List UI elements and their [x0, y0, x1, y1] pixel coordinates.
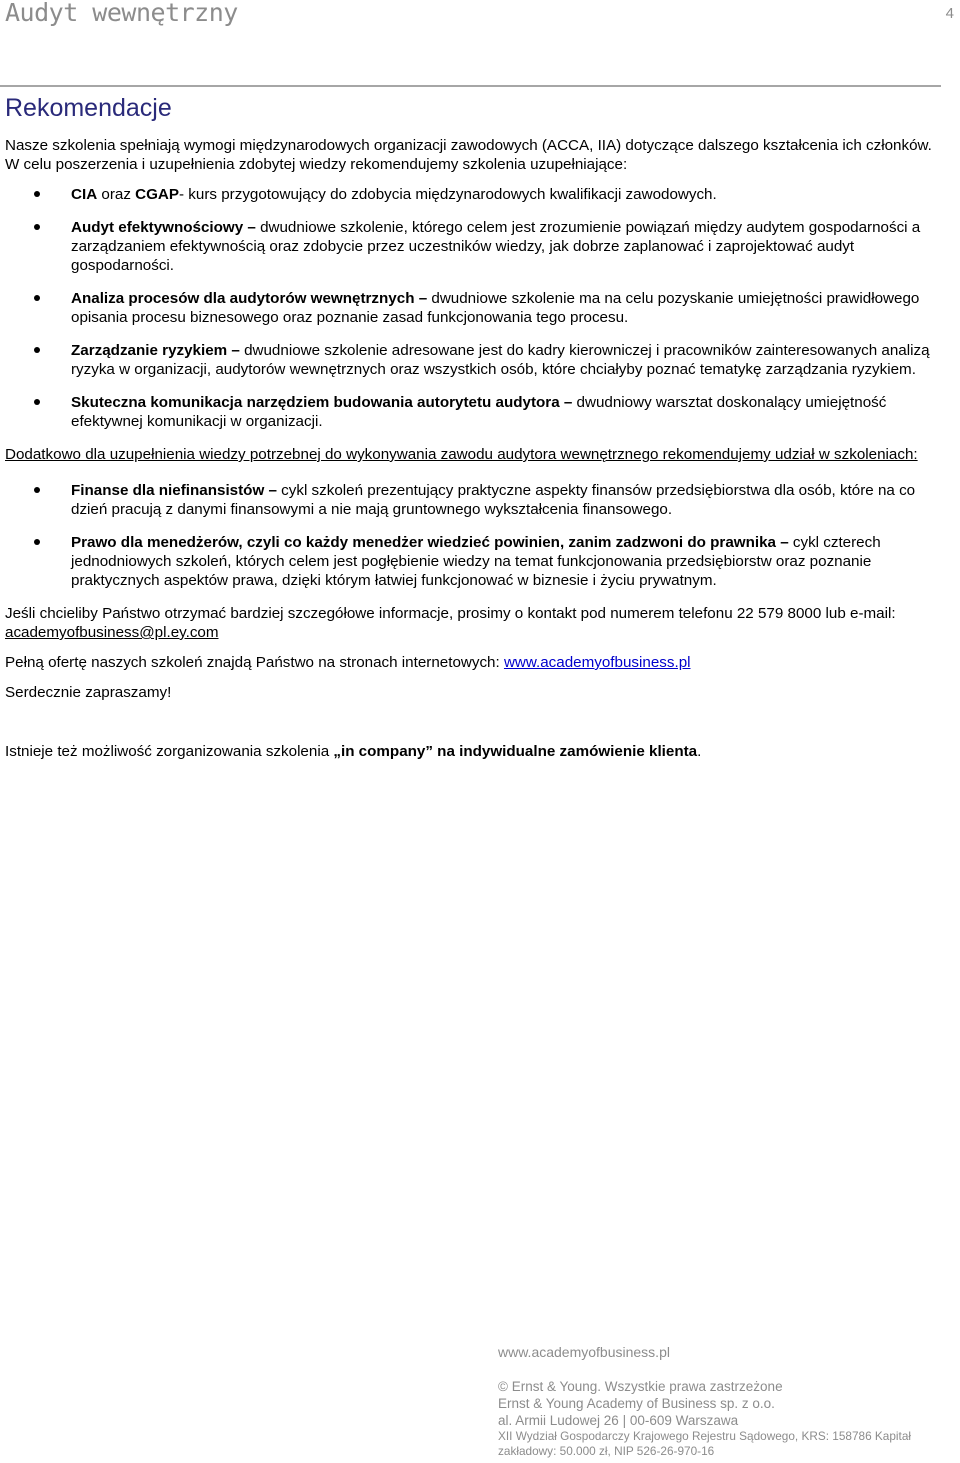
item-dash: – [243, 219, 261, 236]
closing-line: Serdecznie zapraszamy! [5, 684, 172, 701]
item-term: Skuteczna komunikacja narzędziem budowania autorytetu audytora [71, 394, 560, 411]
section-heading: Rekomendacje [5, 94, 172, 122]
item-dash: – [414, 290, 432, 307]
footer-address: al. Armii Ludowej 26 | 00-609 Warszawa [498, 1413, 739, 1428]
item-description: cykl czterech jednodniowych szkoleń, których celem jest pogłębienie wiedzy na temat funkcjonowania przedsiębiorstw oraz poznanie praktycznych aspektów prawa, dzięki którym łatwiej funkcjonować w biznesie i życiu prywatnym. [71, 534, 881, 589]
incompany-prefix: Istnieje też możliwość zorganizowania szkolenia [5, 743, 334, 760]
item-description: dwudniowe szkolenie adresowane jest do kadry kierowniczej i pracowników zainteresowanych analizą ryzyka w organizacji, audytorów wewnętrznych oraz wszystkich osób, które chciałyby poznać tematykę zarządzania ryzykiem. [71, 342, 930, 378]
list-item [5, 533, 935, 590]
footer [498, 1344, 960, 1459]
page-number: 4 [945, 5, 954, 22]
list-item [5, 218, 935, 275]
item-term: CIA [71, 186, 98, 203]
footer-website: www.academyofbusiness.pl [498, 1344, 670, 1360]
item-description: dwudniowe szkolenie ma na celu pozyskanie umiejętności prawidłowego opisania procesu biznesowego oraz poznanie zasad funkcjonowania tego procesu. [71, 290, 920, 326]
list-item [5, 341, 935, 379]
item-dash: – [559, 394, 577, 411]
contact-text: Jeśli chcieliby Państwo otrzymać bardziej szczegółowe informacje, prosimy o kontakt pod numerem telefonu 22 579 8000 lub e-mail: [5, 605, 896, 622]
item-description: dwudniowe szkolenie, którego celem jest zrozumienie powiązań między audytem gospodarności a zarządzaniem efektywnością oraz zdobycie przez uczestników wiedzy, jak dobrze zaplanować i zaprojektować audyt gospodarności. [71, 219, 921, 274]
email-link[interactable]: academyofbusiness@pl.ey.com [5, 624, 219, 641]
item-dash: – [227, 342, 245, 359]
item-term: Audyt efektywnościowy [71, 219, 244, 236]
item-description: - kurs przygotowujący do zdobycia międzynarodowych kwalifikacji zawodowych. [179, 186, 717, 203]
item-term: Prawo dla menedżerów, czyli co każdy menedżer wiedzieć powinien, zanim zadzwoni do prawnika [71, 534, 776, 551]
item-description: dwudniowy warsztat doskonalący umiejętność efektywnej komunikacji w organizacji. [71, 394, 887, 430]
header-title: Audyt wewnętrzny [5, 0, 238, 27]
website-link[interactable]: www.academyofbusiness.pl [503, 654, 691, 671]
footer-registry: XII Wydział Gospodarczy Krajowego Rejestru Sądowego, KRS: 158786 Kapitał [498, 1429, 912, 1443]
offer-paragraph [5, 653, 935, 672]
additional-list [5, 481, 935, 590]
item-connector: oraz [97, 186, 136, 203]
item-description: cykl szkoleń prezentujący praktyczne aspekty finansów przedsiębiorstwa dla osób, które na co dzień pracują z danymi finansowymi a nie mają gruntownego wykształcenia finansowego. [71, 482, 916, 518]
incompany-suffix: . [697, 743, 702, 760]
item-dash: – [264, 482, 282, 499]
list-item [5, 289, 935, 327]
list-item [5, 185, 935, 204]
incompany-paragraph [5, 742, 935, 761]
item-term: CGAP [135, 186, 180, 203]
incompany-bold: „in company” na indywidualne zamówienie klienta [333, 743, 698, 760]
footer-company: Ernst & Young Academy of Business sp. z o.o. [498, 1396, 775, 1411]
item-term: Finanse dla niefinansistów [71, 482, 265, 499]
footer-copyright: © Ernst & Young. Wszystkie prawa zastrzeżone [498, 1379, 783, 1394]
contact-paragraph [5, 604, 935, 642]
intro-paragraph: Nasze szkolenia spełniają wymogi międzynarodowych organizacji zawodowych (ACCA, IIA) dotyczące dalszego kształcenia ich członków. W celu poszerzenia i uzupełnienia zdobytej wiedzy rekomendujemy szkolenia uzupełniające: [5, 137, 932, 173]
footer-capital: zakładowy: 50.000 zł, NIP 526-26-970-16 [498, 1444, 715, 1458]
main-content [5, 92, 935, 761]
offer-text: Pełną ofertę naszych szkoleń znajdą Państwo na stronach internetowych: [5, 654, 504, 671]
additional-heading: Dodatkowo dla uzupełnienia wiedzy potrzebnej do wykonywania zawodu audytora wewnętrznego rekomendujemy udział w szkoleniach: [5, 446, 918, 463]
item-dash: – [776, 534, 793, 551]
header-divider [0, 85, 941, 87]
recommended-list [5, 185, 935, 431]
list-item [5, 481, 935, 519]
item-term: Analiza procesów dla audytorów wewnętrznych [71, 290, 415, 307]
item-term: Zarządzanie ryzykiem [71, 342, 228, 359]
list-item [5, 393, 935, 431]
